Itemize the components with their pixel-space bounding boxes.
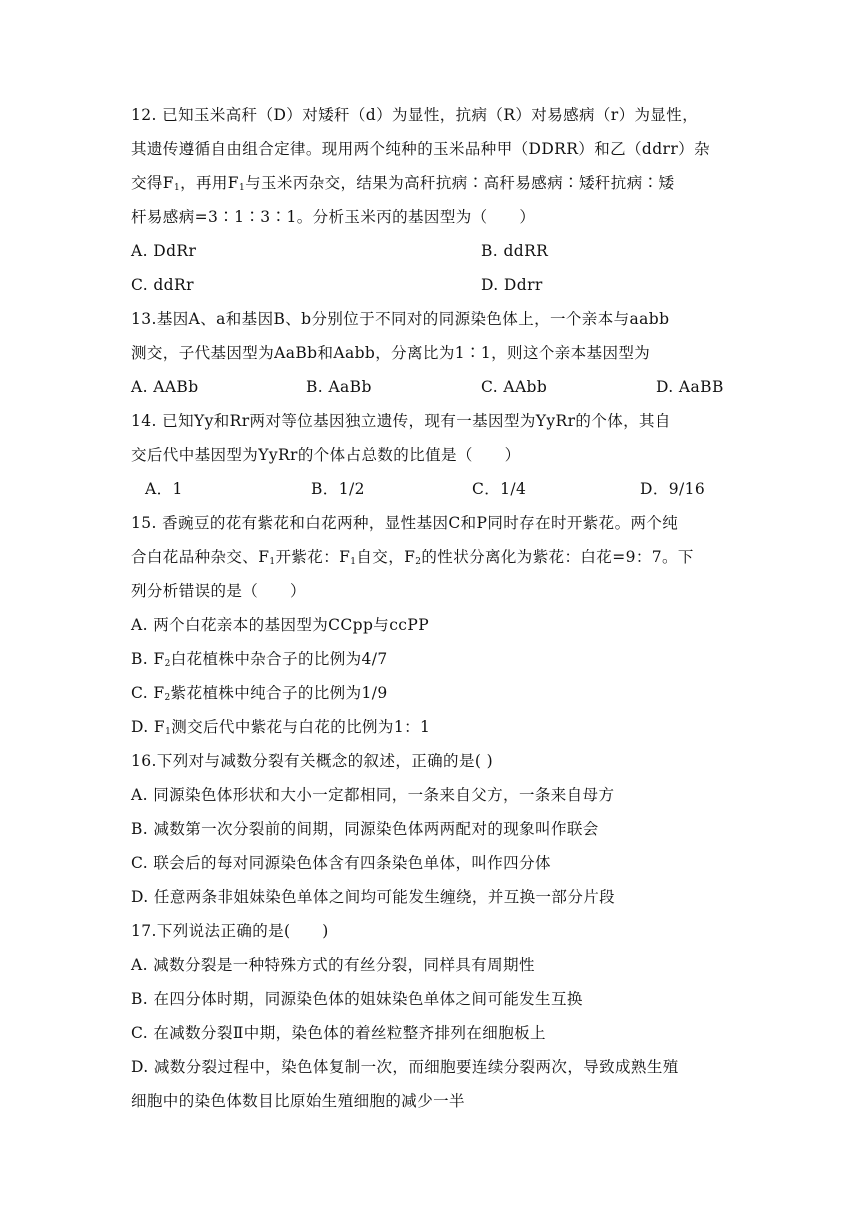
q12-option-c[interactable]: C. ddRr: [131, 276, 194, 294]
q14-stem-line-2: 交后代中基因型为YyRr的个体占总数的比值是（ ）: [131, 446, 521, 464]
q15-stem-line-1: 15. 香豌豆的花有紫花和白花两种，显性基因C和P同时存在时开紫花。两个纯: [131, 514, 679, 532]
q13-option-c[interactable]: C. AAbb: [481, 378, 548, 396]
q13-stem-line-1: 13.基因A、a和基因B、b分别位于不同对的同源染色体上，一个亲本与aabb: [131, 310, 670, 328]
q13-option-a[interactable]: A. AABb: [131, 378, 199, 396]
q17-option-c[interactable]: C. 在减数分裂Ⅱ中期，染色体的着丝粒整齐排列在细胞板上: [131, 1024, 546, 1042]
q12-option-d[interactable]: D. Ddrr: [481, 276, 543, 294]
q15-option-b[interactable]: B. $F_2$白花植株中杂合子的比例为4/7: [131, 650, 388, 669]
q13-stem-line-2: 测交，子代基因型为AaBb和Aabb，分离比为1∶1，则这个亲本基因型为: [131, 344, 651, 362]
q17-stem: 17.下列说法正确的是( ): [131, 922, 329, 940]
q14-option-a[interactable]: A．1: [145, 480, 183, 498]
q17-option-b[interactable]: B. 在四分体时期，同源染色体的姐妹染色单体之间可能发生互换: [131, 990, 583, 1008]
q12-stem-line-1: 12. 已知玉米高秆（D）对矮秆（d）为显性，抗病（R）对易感病（r）为显性，: [131, 106, 699, 124]
q12-stem-line-3: 交得$F_1$，再用$F_1$与玉米丙杂交，结果为高秆抗病∶高秆易感病∶矮秆抗病∶矮: [131, 174, 675, 193]
q16-option-b[interactable]: B. 减数第一次分裂前的间期，同源染色体两两配对的现象叫作联会: [131, 820, 599, 838]
q14-stem-line-1: 14. 已知Yy和Rr两对等位基因独立遗传，现有一基因型为YyRr的个体，其自: [131, 412, 671, 430]
q17-option-a[interactable]: A. 减数分裂是一种特殊方式的有丝分裂，同样具有周期性: [131, 956, 535, 974]
q12-stem-line-4: 杆易感病=3∶1∶3∶1。分析玉米丙的基因型为（ ）: [131, 208, 536, 226]
q12-stem-line-2: 其遗传遵循自由组合定律。现用两个纯种的玉米品种甲（DDRR）和乙（ddrr）杂: [131, 140, 710, 158]
q13-option-d[interactable]: D. AaBB: [656, 378, 724, 396]
q16-option-d[interactable]: D. 任意两条非姐妹染色单体之间均可能发生缠绕，并互换一部分片段: [131, 888, 616, 906]
q14-option-c[interactable]: C．1/4: [472, 480, 527, 498]
q14-option-d[interactable]: D．9/16: [640, 480, 706, 498]
q15-stem-line-2: 合白花品种杂交、$F_1$开紫花：$F_1$自交，$F_2$的性状分离化为紫花：白花=9：7。下: [131, 548, 694, 567]
q15-option-a[interactable]: A. 两个白花亲本的基因型为CCpp与ccPP: [131, 616, 430, 634]
q15-option-c[interactable]: C. $F_2$紫花植株中纯合子的比例为1/9: [131, 684, 388, 703]
q16-option-a[interactable]: A. 同源染色体形状和大小一定都相同，一条来自父方，一条来自母方: [131, 786, 615, 804]
q12-option-a[interactable]: A. DdRr: [131, 242, 197, 260]
q14-option-b[interactable]: B．1/2: [311, 480, 365, 498]
q15-stem-line-3: 列分析错误的是（ ）: [131, 582, 306, 600]
q13-option-b[interactable]: B. AaBb: [306, 378, 372, 396]
q16-stem: 16.下列对与减数分裂有关概念的叙述，正确的是( ): [131, 752, 494, 770]
q12-option-b[interactable]: B. ddRR: [481, 242, 549, 260]
q16-option-c[interactable]: C. 联会后的每对同源染色体含有四条染色单体，叫作四分体: [131, 854, 551, 872]
q17-option-d-continued: 细胞中的染色体数目比原始生殖细胞的减少一半: [131, 1092, 465, 1110]
q17-option-d[interactable]: D. 减数分裂过程中，染色体复制一次，而细胞要连续分裂两次，导致成熟生殖: [131, 1058, 679, 1076]
q15-option-d[interactable]: D. $F_1$测交后代中紫花与白花的比例为1：1: [131, 718, 431, 737]
